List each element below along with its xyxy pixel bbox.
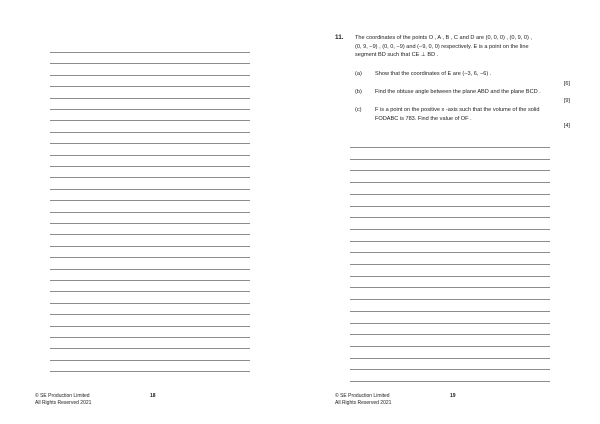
answer-line <box>350 276 550 277</box>
answer-line <box>350 287 550 288</box>
answer-line <box>50 109 250 110</box>
answer-line <box>50 257 250 258</box>
stem-line-3: segment BD such that CE ⊥ BD . <box>355 52 439 59</box>
stem-line-1: The coordinates of the points O , A , B , C and D are (0, 0, 0) , (0, 9, 0) , <box>355 35 532 41</box>
answer-line <box>50 132 250 133</box>
publisher-line-1: © SE Production Limited <box>35 393 90 399</box>
marks-a: [6] <box>563 81 570 87</box>
answer-line <box>50 212 250 213</box>
answer-line <box>350 381 550 382</box>
answer-line <box>50 303 250 304</box>
answer-line <box>50 75 250 76</box>
part-label: (b) <box>355 89 362 95</box>
part-text-line-1: F is a point on the positive x -axis such that the volume of the solid <box>375 107 540 113</box>
answer-line <box>350 334 550 335</box>
answer-line <box>50 189 250 190</box>
answer-line <box>50 360 250 361</box>
answer-line <box>50 166 250 167</box>
part-text: Show that the coordinates of E are (−3, 6, −6) . <box>375 71 492 77</box>
answer-lines-left <box>50 0 250 424</box>
answer-line <box>350 159 550 160</box>
answer-line <box>50 120 250 121</box>
page-number: 18 <box>150 393 156 399</box>
answer-lines-right <box>350 0 550 424</box>
publisher-line-2: All Rights Reserved 2021 <box>35 400 92 406</box>
answer-line <box>50 98 250 99</box>
publisher-notice <box>335 393 425 407</box>
answer-line <box>50 246 250 247</box>
part-text: Find the obtuse angle between the plane ABD and the plane BCD . <box>375 89 541 95</box>
answer-line <box>350 147 550 148</box>
part-label: (c) <box>355 107 362 113</box>
answer-line <box>50 348 250 349</box>
publisher-line-1: © SE Production Limited <box>335 393 390 399</box>
answer-line <box>50 269 250 270</box>
stem-line-2: (0, 9, −9) , (0, 0, −9) and (−9, 0, 0) respectively. E is a point on the line <box>355 43 529 50</box>
answer-line <box>350 252 550 253</box>
answer-line <box>350 346 550 347</box>
answer-line <box>350 206 550 207</box>
answer-line <box>350 323 550 324</box>
answer-line <box>350 299 550 300</box>
answer-line <box>50 63 250 64</box>
part-label: (a) <box>355 71 362 77</box>
page-number: 19 <box>450 393 456 399</box>
answer-line <box>50 223 250 224</box>
answer-line <box>50 337 250 338</box>
part-text-line-2: FODABC is 783. Find the value of OF . <box>375 115 472 122</box>
answer-line <box>350 194 550 195</box>
publisher-line-2: All Rights Reserved 2021 <box>335 400 392 406</box>
answer-line <box>50 314 250 315</box>
answer-line <box>350 358 550 359</box>
answer-line <box>350 264 550 265</box>
answer-line <box>350 217 550 218</box>
answer-line <box>50 155 250 156</box>
answer-line <box>50 52 250 53</box>
publisher-notice <box>35 393 125 407</box>
answer-line <box>350 369 550 370</box>
answer-line <box>350 182 550 183</box>
answer-line <box>50 291 250 292</box>
answer-line <box>50 86 250 87</box>
answer-line <box>350 229 550 230</box>
answer-line <box>50 143 250 144</box>
answer-line <box>50 177 250 178</box>
answer-line <box>350 241 550 242</box>
answer-line <box>50 280 250 281</box>
marks-c: [4] <box>563 123 570 129</box>
answer-line <box>350 311 550 312</box>
answer-line <box>50 234 250 235</box>
marks-b: [9] <box>563 98 570 104</box>
right-page <box>300 0 600 424</box>
question-number: 11. <box>335 34 344 41</box>
answer-line <box>350 170 550 171</box>
answer-line <box>50 200 250 201</box>
answer-line <box>50 326 250 327</box>
answer-line <box>50 371 250 372</box>
